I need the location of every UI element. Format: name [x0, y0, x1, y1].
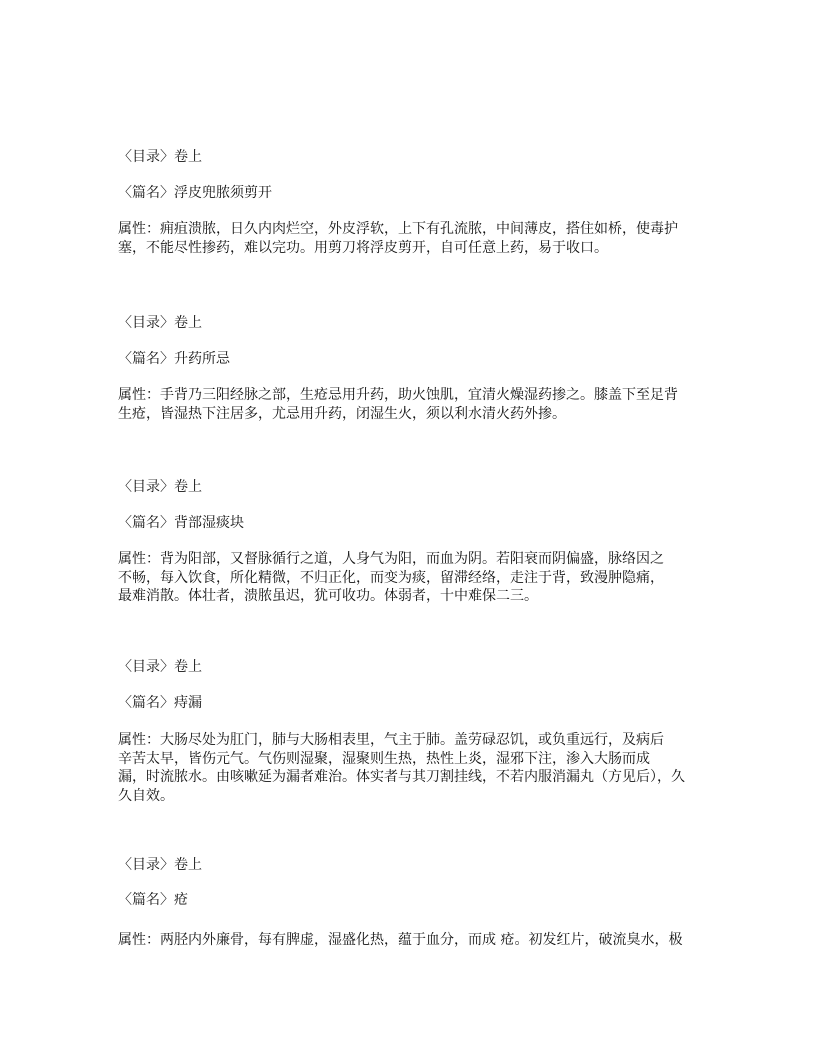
body-line: 塞，不能尽性掺药，难以完功。用剪刀将浮皮剪开，自可任意上药，易于收口。 [118, 239, 608, 256]
chapter-title: 〈篇名〉升药所忌 [118, 351, 230, 367]
body-line: 属性：背为阳部，又督脉循行之道，人身气为阳，而血为阴。若阳衰而阴偏盛，脉络因之 [118, 551, 664, 567]
catalog-line: 〈目录〉卷上 [118, 659, 202, 675]
catalog-line: 〈目录〉卷上 [118, 857, 202, 873]
body-line: 辛苦太早，皆伤元气。气伤则湿聚，湿聚则生热，热性上炎，湿邪下注，渗入大肠而成 [118, 750, 650, 767]
entry-body [118, 931, 682, 950]
body-line: 漏，时流脓水。由咳嗽延为漏者难治。体实者与其刀割挂线，不若内服消漏丸（方见后），久 [118, 769, 685, 786]
entry-body [118, 220, 678, 257]
chapter-title: 〈篇名〉疮 [118, 892, 188, 908]
body-line: 属性：两胫内外廉骨，每有脾虚，湿盛化热，蕴于血分，而成 疮。初发红片，破流臭水，极 [118, 932, 683, 948]
entry-body [118, 550, 664, 606]
body-line: 生疮，皆湿热下注居多，尤忌用升药，闭湿生火，须以利水清火药外掺。 [118, 405, 566, 422]
body-line: 最难消散。体壮者，溃脓虽迟，犹可收功。体弱者，十中难保二三。 [118, 588, 538, 605]
catalog-line: 〈目录〉卷上 [118, 479, 202, 495]
entry-body [118, 386, 678, 423]
body-line: 属性：手背乃三阳经脉之部，生疮忌用升药，助火蚀肌，宜清火燥湿药掺之。膝盖下至足背 [118, 387, 678, 403]
chapter-title: 〈篇名〉浮皮兜脓须剪开 [118, 185, 272, 201]
catalog-line: 〈目录〉卷上 [118, 149, 202, 165]
chapter-title: 〈篇名〉背部湿痰块 [118, 515, 244, 531]
body-line: 属性：大肠尽处为肛门，肺与大肠相表里，气主于肺。盖劳碌忍饥，或负重远行，及病后 [118, 732, 664, 748]
body-line: 久自效。 [118, 787, 174, 804]
catalog-line: 〈目录〉卷上 [118, 315, 202, 331]
entry-body [118, 731, 685, 805]
body-line: 不畅，每入饮食，所化精微，不归正化，而变为痰，留滞经络，走注于背，致漫肿隐痛， [118, 569, 664, 586]
body-line: 属性：痈疽溃脓，日久内肉烂空，外皮浮软，上下有孔流脓，中间薄皮，搭住如桥，使毒护 [118, 221, 678, 237]
chapter-title: 〈篇名〉痔漏 [118, 695, 202, 711]
